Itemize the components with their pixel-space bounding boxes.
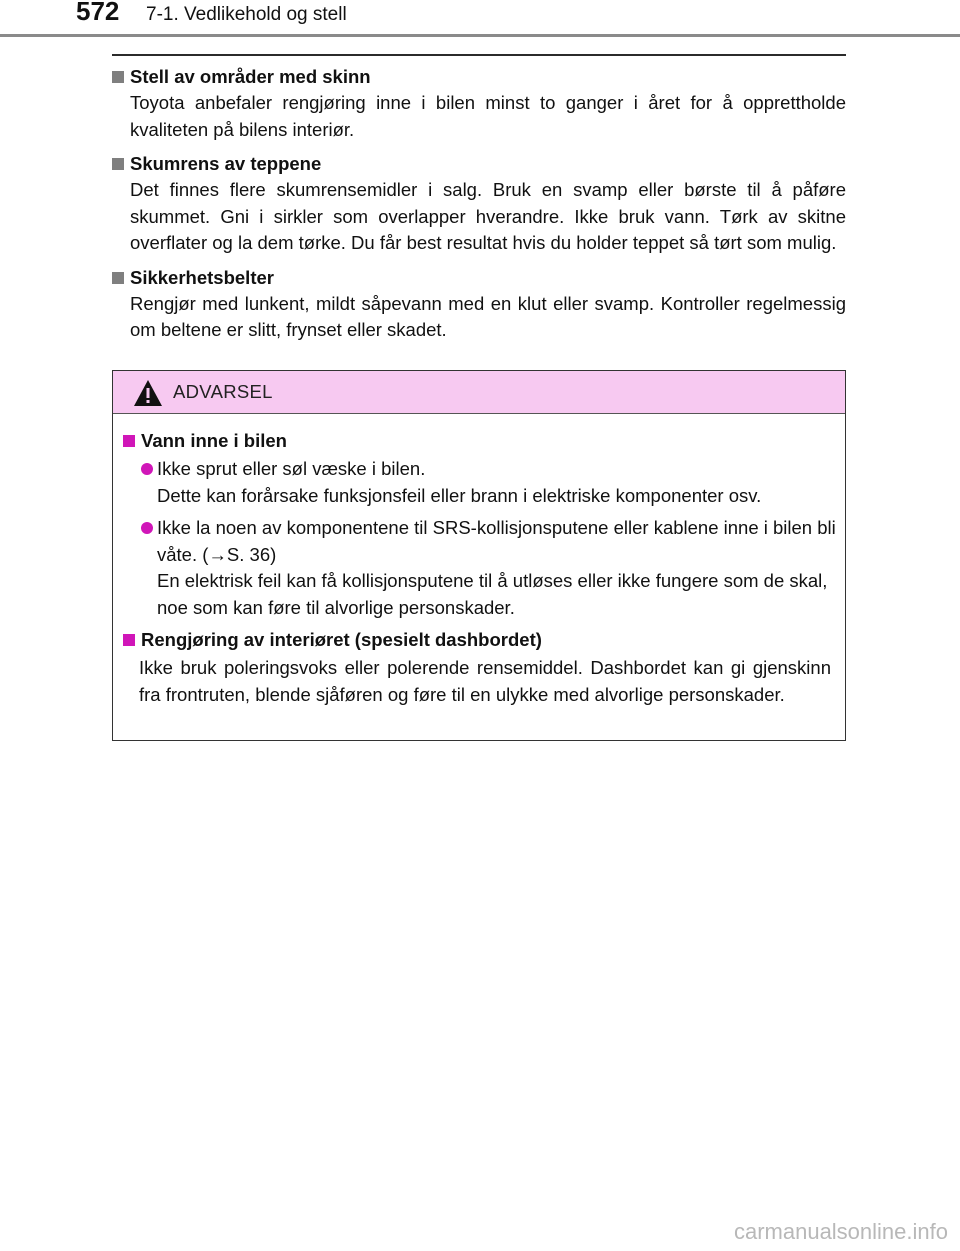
section-title: Sikkerhetsbelter bbox=[130, 266, 274, 288]
page-number: 572 bbox=[76, 0, 120, 26]
section-title: Stell av områder med skinn bbox=[130, 66, 371, 87]
warning-header bbox=[113, 371, 845, 414]
section-carpet-foam bbox=[112, 151, 846, 257]
page-header bbox=[0, 0, 960, 40]
circle-bullet-icon bbox=[141, 522, 153, 534]
section-divider bbox=[112, 54, 846, 56]
section-text: Toyota anbefaler rengjøring inne i bilen minst to ganger i året for å opprettholde kvaliteten på bilens interiør. bbox=[130, 92, 846, 140]
warning-section-title bbox=[123, 428, 837, 454]
warning-body bbox=[113, 414, 845, 708]
chapter-title: 7-1. Vedlikehold og stell bbox=[146, 4, 347, 25]
square-bullet-icon bbox=[112, 71, 124, 83]
square-bullet-icon bbox=[112, 158, 124, 170]
warning-bullet bbox=[123, 515, 837, 621]
section-text: Det finnes flere skumrensemidler i salg. Bruk en svamp eller børste til å påføre skummet. Gni i sirkler som overlapper hverandre. Ikke bruk vann. Tørk av skitne overflater og la dem tørke. Du får best resultat hvis du holder teppet så tørt som mulig. bbox=[130, 179, 846, 253]
warning-section-heading: Rengjøring av interiøret (spesielt dashbordet) bbox=[141, 629, 542, 650]
bullet-line: En elektrisk feil kan få kollisjonsputene til å utløses eller ikke fungere som de skal, noe som kan føre til alvorlige personskader. bbox=[157, 570, 828, 618]
warning-triangle-icon bbox=[133, 379, 163, 407]
section-text: Rengjør med lunkent, mildt såpevann med en klut eller svamp. Kontroller regelmessig om beltene er slitt, frynset eller skadet. bbox=[130, 292, 846, 340]
section-leather-care bbox=[112, 64, 846, 143]
warning-paragraph: Ikke bruk poleringsvoks eller polerende rensemiddel. Dashbordet kan gi gjenskinn fra frontruten, blende sjåføren og føre til en ulykke med alvorlige personskader. bbox=[139, 657, 831, 705]
section-title: Skumrens av teppene bbox=[130, 153, 322, 174]
square-bullet-icon bbox=[112, 272, 124, 284]
bullet-line: Ikke sprut eller søl væske i bilen. bbox=[157, 458, 426, 479]
main-content bbox=[112, 64, 846, 352]
square-bullet-icon bbox=[123, 634, 135, 646]
warning-bullet bbox=[123, 456, 837, 509]
warning-box bbox=[112, 370, 846, 741]
warning-section-heading: Vann inne i bilen bbox=[141, 430, 287, 451]
header-rule bbox=[0, 34, 960, 37]
section-seat-belts bbox=[112, 265, 846, 344]
square-bullet-icon bbox=[123, 435, 135, 447]
bullet-line: Ikke la noen av komponentene til SRS-kollisjonsputene eller kablene inne i bilen bli våte. (→S. 36) bbox=[157, 517, 836, 565]
warning-section-title bbox=[123, 627, 837, 653]
bullet-line: Dette kan forårsake funksjonsfeil eller brann i elektriske komponenter osv. bbox=[157, 484, 762, 506]
warning-label: ADVARSEL bbox=[173, 381, 273, 402]
watermark: carmanualsonline.info bbox=[733, 1219, 948, 1244]
circle-bullet-icon bbox=[141, 463, 153, 475]
